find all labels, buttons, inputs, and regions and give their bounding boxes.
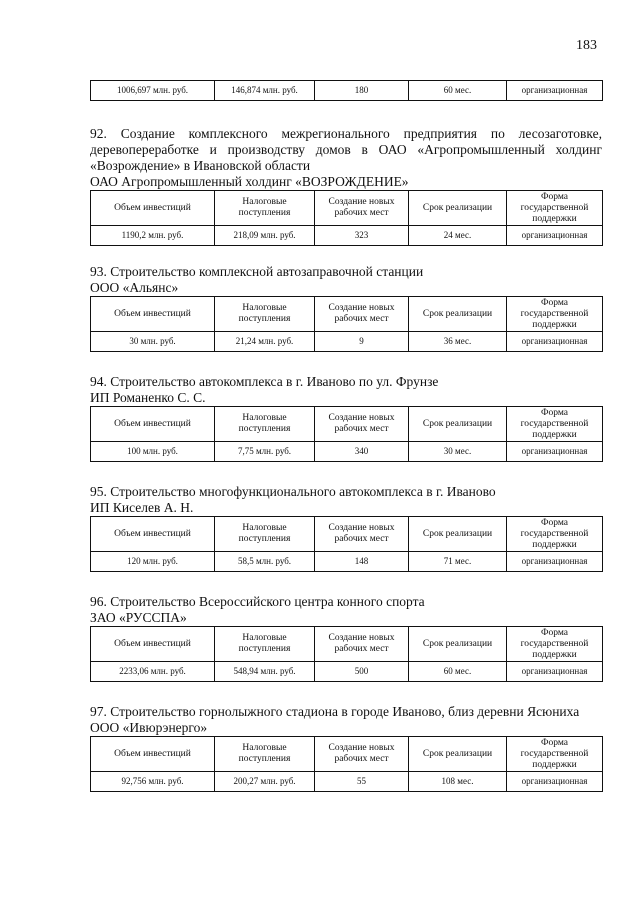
header-taxes: Налоговые поступления xyxy=(215,191,315,226)
taxes-cell: 7,75 млн. руб. xyxy=(215,442,315,462)
taxes-cell: 200,27 млн. руб. xyxy=(215,772,315,792)
project-table xyxy=(90,626,603,682)
page-number: 183 xyxy=(576,38,597,53)
project-table xyxy=(90,296,603,352)
header-term: Срок реализации xyxy=(409,191,507,226)
header-investment: Объем инвестиций xyxy=(91,627,215,662)
project-block-94 xyxy=(90,374,602,462)
project-company: ИП Романенко С. С. xyxy=(90,390,206,405)
header-jobs: Создание новых рабочих мест xyxy=(315,517,409,552)
table-header-row xyxy=(91,627,603,662)
header-taxes: Налоговые поступления xyxy=(215,737,315,772)
project-title: 96. Строительство Всероссийского центра конного спорта xyxy=(90,594,425,609)
header-taxes: Налоговые поступления xyxy=(215,627,315,662)
taxes-cell: 21,24 млн. руб. xyxy=(215,332,315,352)
header-support: Форма государственной поддержки xyxy=(507,627,603,662)
taxes-cell: 548,94 млн. руб. xyxy=(215,662,315,682)
table-row xyxy=(91,552,603,572)
header-term: Срок реализации xyxy=(409,627,507,662)
support-cell: организационная xyxy=(507,442,603,462)
header-investment: Объем инвестиций xyxy=(91,737,215,772)
jobs-cell: 180 xyxy=(315,81,409,101)
project-table xyxy=(90,190,603,246)
investment-cell: 30 млн. руб. xyxy=(91,332,215,352)
table-row xyxy=(91,81,603,101)
project-block-92 xyxy=(90,126,602,246)
term-cell: 71 мес. xyxy=(409,552,507,572)
investment-cell: 1190,2 млн. руб. xyxy=(91,226,215,246)
top-table-block xyxy=(90,80,602,101)
project-block-97 xyxy=(90,704,602,792)
header-investment: Объем инвестиций xyxy=(91,297,215,332)
header-term: Срок реализации xyxy=(409,407,507,442)
top-table xyxy=(90,80,603,101)
project-block-95 xyxy=(90,484,602,572)
header-investment: Объем инвестиций xyxy=(91,191,215,226)
table-header-row xyxy=(91,517,603,552)
header-term: Срок реализации xyxy=(409,737,507,772)
term-cell: 36 мес. xyxy=(409,332,507,352)
jobs-cell: 323 xyxy=(315,226,409,246)
support-cell: организационная xyxy=(507,226,603,246)
project-title: 95. Строительство многофункционального автокомплекса в г. Иваново xyxy=(90,484,496,499)
table-header-row xyxy=(91,191,603,226)
support-cell: организационная xyxy=(507,662,603,682)
header-support: Форма государственной поддержки xyxy=(507,191,603,226)
investment-cell: 100 млн. руб. xyxy=(91,442,215,462)
project-company: ОАО Агропромышленный холдинг «ВОЗРОЖДЕНИЕ» xyxy=(90,174,409,189)
project-block-96 xyxy=(90,594,602,682)
project-table xyxy=(90,736,603,792)
header-term: Срок реализации xyxy=(409,297,507,332)
table-row xyxy=(91,662,603,682)
project-title: 94. Строительство автокомплекса в г. Иваново по ул. Фрунзе xyxy=(90,374,439,389)
header-taxes: Налоговые поступления xyxy=(215,297,315,332)
header-support: Форма государственной поддержки xyxy=(507,737,603,772)
project-company: ООО «Альянс» xyxy=(90,280,179,295)
jobs-cell: 340 xyxy=(315,442,409,462)
header-term: Срок реализации xyxy=(409,517,507,552)
header-support: Форма государственной поддержки xyxy=(507,407,603,442)
taxes-cell: 58,5 млн. руб. xyxy=(215,552,315,572)
jobs-cell: 55 xyxy=(315,772,409,792)
investment-cell: 2233,06 млн. руб. xyxy=(91,662,215,682)
jobs-cell: 148 xyxy=(315,552,409,572)
project-title: 92. Создание комплексного межрегионального предприятия по лесозаготовке, деревопереработке и производству домов в ОАО «Агропромышленный холдинг «Возрождение» в Ивановской области xyxy=(90,126,602,173)
support-cell: организационная xyxy=(507,772,603,792)
term-cell: 60 мес. xyxy=(409,662,507,682)
investment-cell: 120 млн. руб. xyxy=(91,552,215,572)
support-cell: организационная xyxy=(507,552,603,572)
investment-cell: 1006,697 млн. руб. xyxy=(91,81,215,101)
project-company: ЗАО «РУССПА» xyxy=(90,610,187,625)
header-jobs: Создание новых рабочих мест xyxy=(315,191,409,226)
table-header-row xyxy=(91,407,603,442)
table-row xyxy=(91,332,603,352)
header-investment: Объем инвестиций xyxy=(91,517,215,552)
table-row xyxy=(91,772,603,792)
project-table xyxy=(90,516,603,572)
project-company: ИП Киселев А. Н. xyxy=(90,500,194,515)
project-block-93 xyxy=(90,264,602,352)
jobs-cell: 9 xyxy=(315,332,409,352)
header-jobs: Создание новых рабочих мест xyxy=(315,627,409,662)
project-company: ООО «Ивюрэнерго» xyxy=(90,720,208,735)
project-table xyxy=(90,406,603,462)
header-jobs: Создание новых рабочих мест xyxy=(315,737,409,772)
header-taxes: Налоговые поступления xyxy=(215,407,315,442)
term-cell: 108 мес. xyxy=(409,772,507,792)
table-row xyxy=(91,226,603,246)
project-title: 93. Строительство комплексной автозаправочной станции xyxy=(90,264,424,279)
support-cell: организационная xyxy=(507,332,603,352)
table-header-row xyxy=(91,297,603,332)
investment-cell: 92,756 млн. руб. xyxy=(91,772,215,792)
header-jobs: Создание новых рабочих мест xyxy=(315,407,409,442)
jobs-cell: 500 xyxy=(315,662,409,682)
term-cell: 24 мес. xyxy=(409,226,507,246)
header-taxes: Налоговые поступления xyxy=(215,517,315,552)
support-cell: организационная xyxy=(507,81,603,101)
taxes-cell: 218,09 млн. руб. xyxy=(215,226,315,246)
header-support: Форма государственной поддержки xyxy=(507,517,603,552)
term-cell: 60 мес. xyxy=(409,81,507,101)
taxes-cell: 146,874 млн. руб. xyxy=(215,81,315,101)
table-header-row xyxy=(91,737,603,772)
project-title: 97. Строительство горнолыжного стадиона в городе Иваново, близ деревни Ясюниха xyxy=(90,704,580,719)
table-row xyxy=(91,442,603,462)
header-support: Форма государственной поддержки xyxy=(507,297,603,332)
header-jobs: Создание новых рабочих мест xyxy=(315,297,409,332)
header-investment: Объем инвестиций xyxy=(91,407,215,442)
term-cell: 30 мес. xyxy=(409,442,507,462)
